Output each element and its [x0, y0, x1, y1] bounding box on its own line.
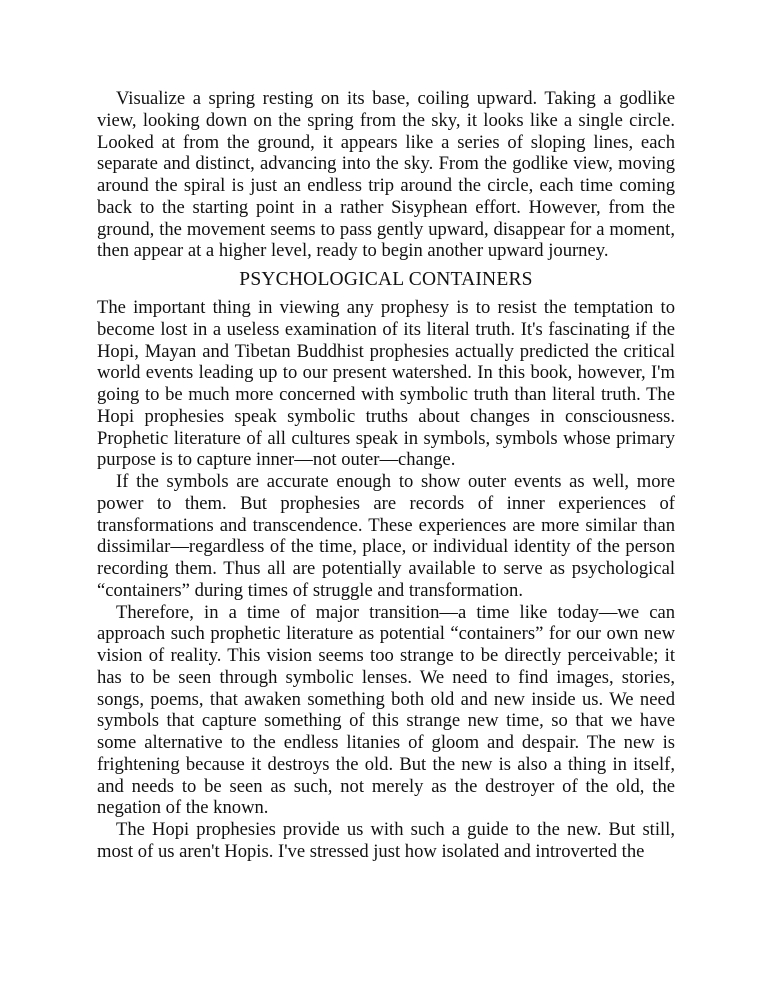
body-paragraph: The Hopi prophesies provide us with such a guide to the new. But still, most of us aren't Hopis. I've stressed just how isolated and introverted the: [97, 819, 675, 862]
body-paragraph: Therefore, in a time of major transition—a time like today—we can approach such prophetic literature as potential “containers” for our own new vision of reality. This vision seems too strange to be directly perceivable; it has to be seen through symbolic lenses. We need to find images, stories, songs, poems, that awaken something both old and new inside us. We need symbols that capture something of this strange new time, so that we have some alternative to the endless litanies of gloom and despair. The new is frightening because it destroys the old. But the new is also a thing in itself, and needs to be seen as such, not merely as the destroyer of the old, the negation of the known.: [97, 601, 675, 819]
document-page: [97, 88, 675, 863]
section-heading: PSYCHOLOGICAL CONTAINERS: [239, 269, 533, 290]
intro-paragraph: Visualize a spring resting on its base, coiling upward. Taking a godlike view, looking down on the spring from the sky, it looks like a single circle. Looked at from the ground, it appears like a series of sloping lines, each separate and distinct, advancing into the sky. From the godlike view, moving around the spiral is just an endless trip around the circle, each time coming back to the starting point in a rather Sisyphean effort. However, from the ground, the movement seems to pass gently upward, disappear for a moment, then appear at a higher level, ready to begin another upward journey.: [97, 88, 675, 262]
body-paragraph: If the symbols are accurate enough to show outer events as well, more power to them. But prophesies are records of inner experiences of transformations and transcendence. These experiences are more similar than dissimilar—regardless of the time, place, or individual identity of the person recording them. Thus all are potentially available to serve as psychological “containers” during times of struggle and transformation.: [97, 471, 675, 601]
body-paragraph: The important thing in viewing any prophesy is to resist the temptation to become lost in a useless examination of its literal truth. It's fascinating if the Hopi, Mayan and Tibetan Buddhist prophesies actually predicted the critical world events leading up to our present watershed. In this book, however, I'm going to be much more concerned with symbolic truth than literal truth. The Hopi prophesies speak symbolic truths about changes in consciousness. Prophetic literature of all cultures speak in symbols, symbols whose primary purpose is to capture inner—not outer—change.: [97, 297, 675, 471]
